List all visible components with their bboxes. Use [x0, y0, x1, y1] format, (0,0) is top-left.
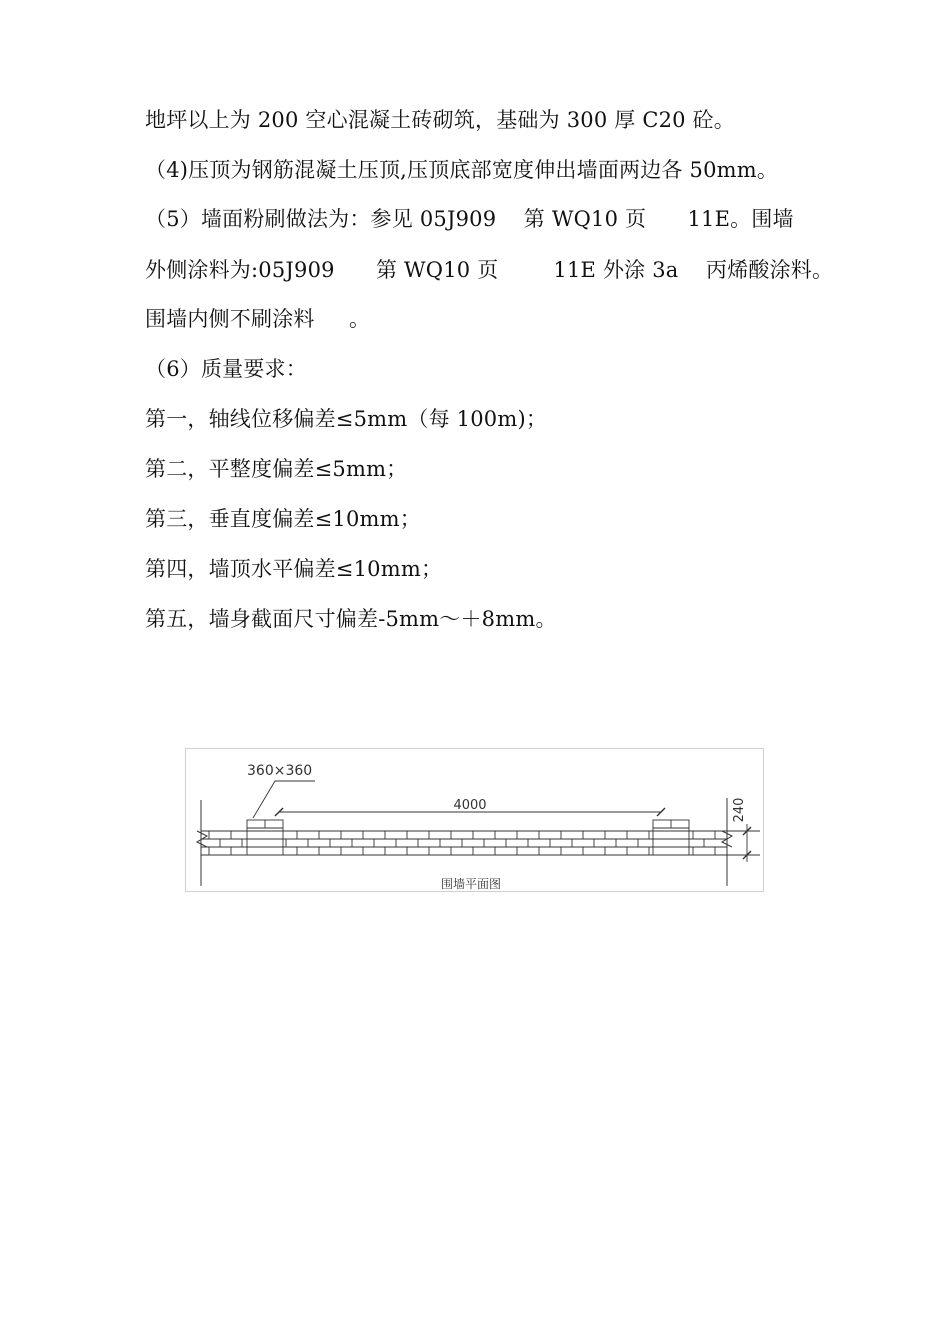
paragraph-line: （4)压顶为钢筋混凝土压顶,压顶底部宽度伸出墙面两边各 50mm。	[145, 158, 779, 182]
requirement-item: 第三，垂直度偏差≤10mm；	[145, 507, 421, 531]
figure-caption: 围墙平面图	[440, 877, 502, 891]
paragraph-line: （5）墙面粉刷做法为：参见 05J909 第 WQ10 页 11E。围墙	[145, 207, 794, 231]
pier-leader-line	[253, 781, 315, 818]
wall-body	[201, 831, 727, 855]
right-pier	[653, 820, 689, 855]
requirement-item: 第二，平整度偏差≤5mm；	[145, 457, 408, 481]
pier-size-label: 360×360	[247, 763, 313, 779]
paragraph-line: 外侧涂料为:05J909 第 WQ10 页 11E 外涂 3a 丙烯酸涂料。	[145, 258, 834, 282]
requirement-item: 第一，轴线位移偏差≤5mm（每 100m)；	[145, 407, 548, 431]
thickness-label: 240	[732, 797, 747, 823]
paragraph-line: 地坪以上为 200 空心混凝土砖砌筑，基础为 300 厚 C20 砼。	[145, 108, 736, 132]
left-pier	[247, 820, 283, 855]
section-heading: （6）质量要求：	[145, 357, 307, 381]
length-label: 4000	[453, 798, 487, 813]
requirement-item: 第四，墙顶水平偏差≤10mm；	[145, 557, 443, 581]
wall-plan-drawing	[185, 748, 765, 892]
requirement-item: 第五，墙身截面尺寸偏差-5mm～＋8mm。	[145, 607, 557, 631]
paragraph-line: 围墙内侧不刷涂料 。	[145, 307, 371, 331]
